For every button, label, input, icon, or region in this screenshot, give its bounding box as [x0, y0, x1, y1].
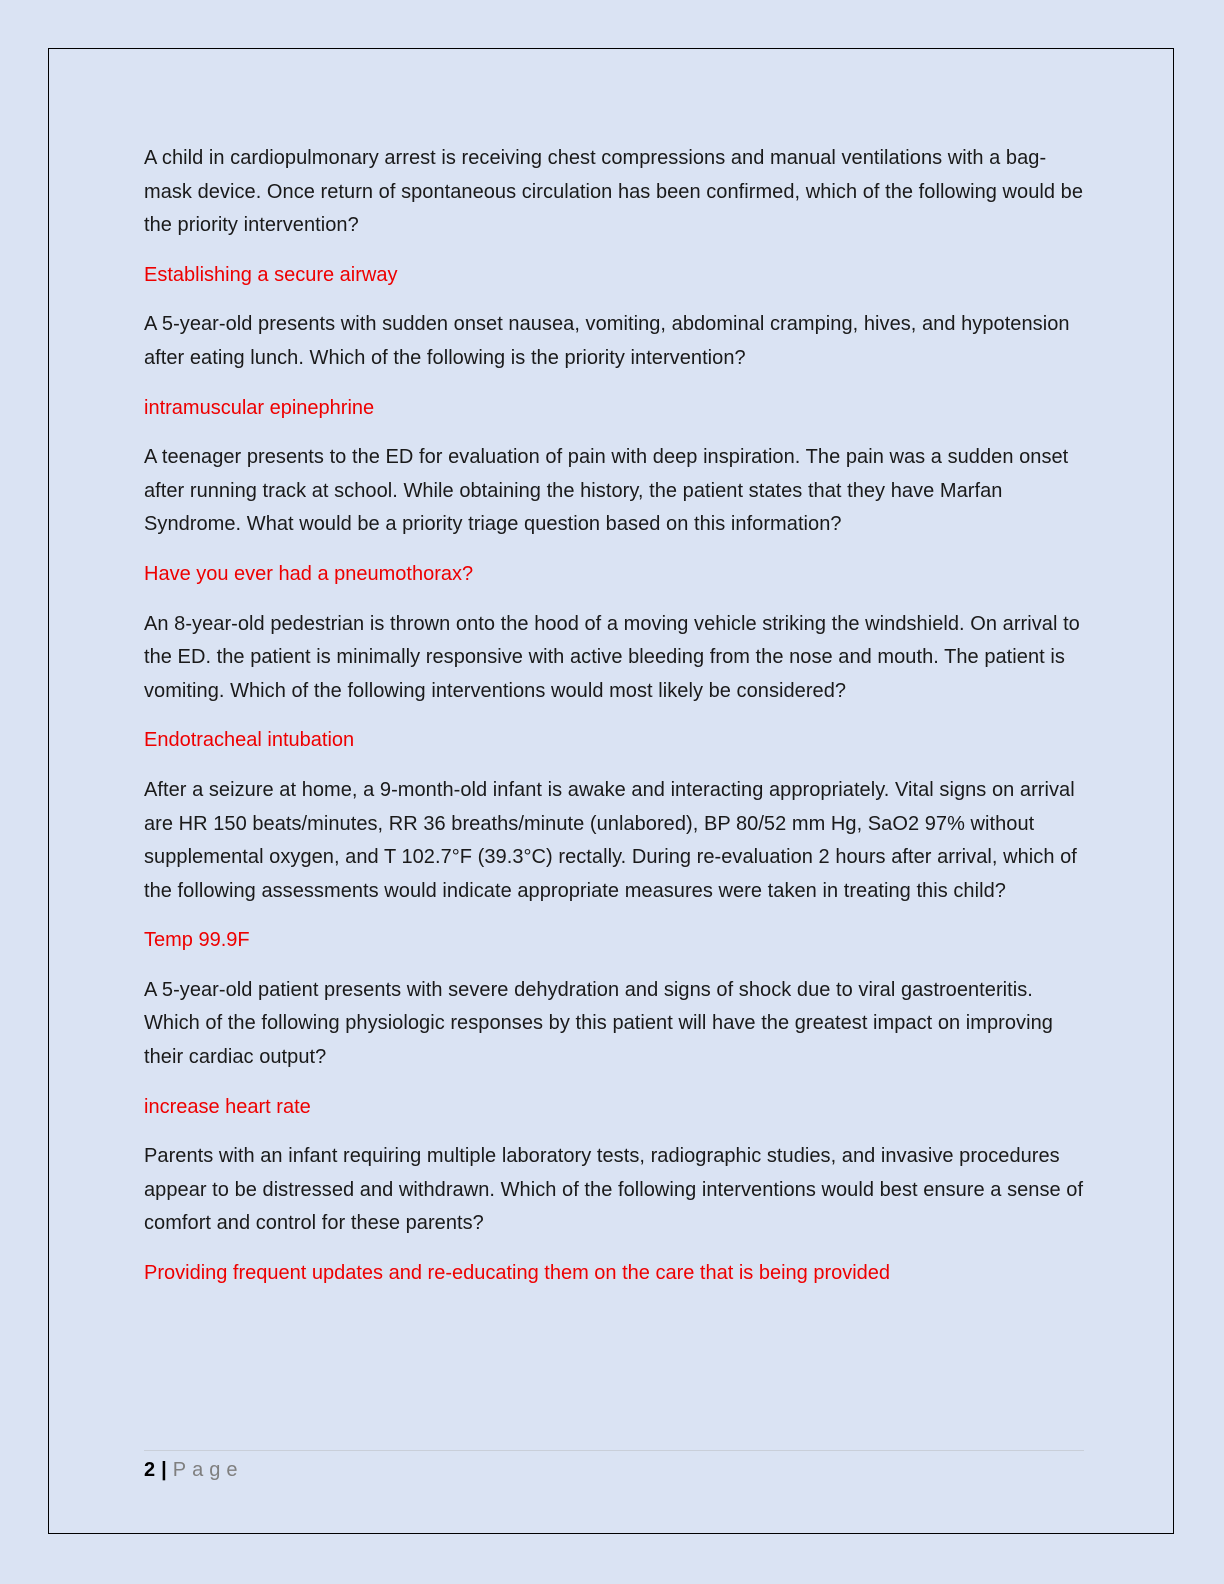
answer-1: Establishing a secure airway: [144, 263, 398, 286]
question-1: A child in cardiopulmonary arrest is receiving chest compressions and manual ventilations with a bag-mask device. Once return of spontaneous circulation has been confirmed, which of the following would be the priority intervention?: [144, 147, 1084, 237]
question-7: Parents with an infant requiring multiple laboratory tests, radiographic studies, and invasive procedures appear to be distressed and withdrawn. Which of the following interventions would best ensure a sense of comfort and control for these parents?: [144, 1145, 1084, 1235]
qa-item-4: [144, 608, 1084, 758]
answer-6: increase heart rate: [144, 1095, 311, 1118]
qa-item-2: [144, 308, 1084, 425]
question-5: After a seizure at home, a 9-month-old infant is awake and interacting appropriately. Vital signs on arrival are HR 150 beats/minutes, RR 36 breaths/minute (unlabored), BP 80/52 mm Hg, SaO2 97% without supplemental oxygen, and T 102.7°F (39.3°C) rectally. During re-evaluation 2 hours after arrival, which of the following assessments would indicate appropriate measures were taken in treating this child?: [144, 778, 1077, 902]
document-body: [144, 142, 1084, 1307]
qa-item-6: [144, 974, 1084, 1124]
answer-5: Temp 99.9F: [144, 929, 250, 952]
question-2: A 5-year-old presents with sudden onset nausea, vomiting, abdominal cramping, hives, and hypotension after eating lunch. Which of the following is the priority intervention?: [144, 313, 1070, 369]
qa-item-1: [144, 142, 1084, 292]
answer-2: intramuscular epinephrine: [144, 396, 375, 419]
answer-7: Providing frequent updates and re-educating them on the care that is being provided: [144, 1262, 891, 1285]
page-label: Page: [172, 1459, 244, 1481]
answer-3: Have you ever had a pneumothorax?: [144, 562, 474, 585]
qa-item-5: [144, 774, 1084, 958]
footer-divider: [144, 1450, 1084, 1451]
question-4: An 8-year-old pedestrian is thrown onto the hood of a moving vehicle striking the windshield. On arrival to the ED. the patient is minimally responsive with active bleeding from the nose and mouth. The patient is vomiting. Which of the following interventions would most likely be considered?: [144, 612, 1080, 702]
qa-item-7: [144, 1140, 1084, 1290]
footer-separator: |: [161, 1459, 167, 1481]
answer-4: Endotracheal intubation: [144, 729, 355, 752]
qa-item-3: [144, 441, 1084, 591]
question-3: A teenager presents to the ED for evaluation of pain with deep inspiration. The pain was a sudden onset after running track at school. While obtaining the history, the patient states that they have Marfan Syndrome. What would be a priority triage question based on this information?: [144, 446, 1069, 536]
question-6: A 5-year-old patient presents with severe dehydration and signs of shock due to viral gastroenteritis. Which of the following physiologic responses by this patient will have the greatest impact on improving their cardiac output?: [144, 978, 1053, 1069]
page-footer: [144, 1456, 243, 1484]
page-number: 2: [144, 1459, 156, 1481]
